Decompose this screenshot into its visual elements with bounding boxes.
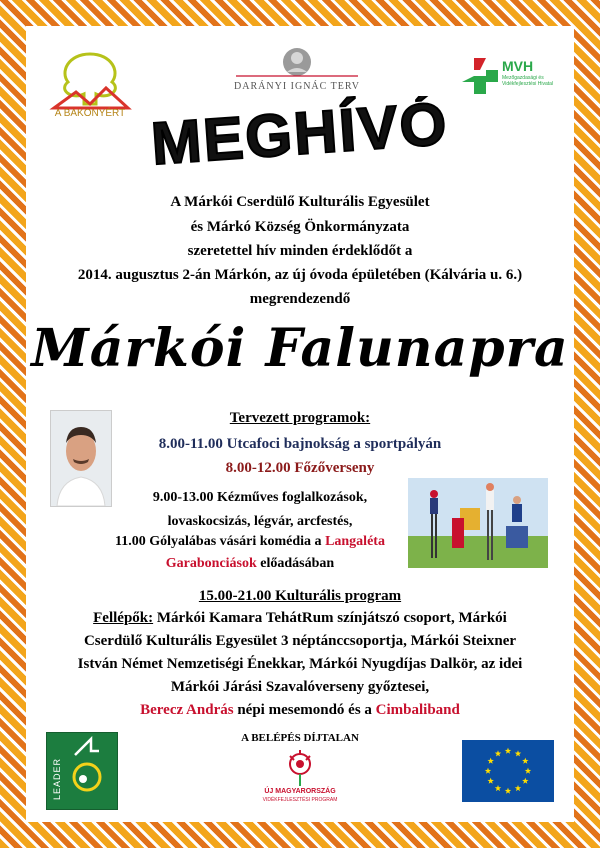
cultural-line-1 bbox=[0, 610, 600, 627]
cultural-line-4: Márkói Járási Szavalóverseny győztesei, bbox=[170, 679, 430, 695]
eu-star-icon bbox=[487, 758, 493, 764]
eu-star-icon bbox=[515, 785, 521, 791]
uj-magyarorszag-logo bbox=[252, 748, 348, 812]
program-item-stilts-2 bbox=[100, 556, 400, 572]
invitation-title bbox=[110, 96, 490, 176]
flower-icon bbox=[252, 748, 348, 788]
eu-stars-icon bbox=[462, 740, 554, 802]
eu-star-icon bbox=[522, 758, 528, 764]
eu-star-icon bbox=[495, 750, 501, 756]
uj-magyarorszag-label: ÚJ MAGYARORSZÁG bbox=[264, 788, 336, 795]
intro-line-5: megrendezendő bbox=[249, 291, 351, 307]
eu-star-icon bbox=[525, 768, 531, 774]
cultural-line-1-text: Márkói Kamara TehátRum színjátszó csoport, Márkói bbox=[153, 610, 507, 626]
stilt-performers-photo bbox=[408, 478, 548, 568]
leader-logo bbox=[46, 732, 118, 810]
program-item-stilts bbox=[100, 534, 400, 550]
program-item-stilts-prefix: 11.00 Gólyalábas vásári komédia a bbox=[115, 534, 326, 549]
mvh-sublabel: Mezőgazdasági és Vidékfejlesztési Hivatal bbox=[502, 75, 554, 87]
performers-label: Fellépők: bbox=[93, 610, 154, 626]
eu-star-icon bbox=[485, 768, 491, 774]
daranyi-label: DARÁNYI IGNÁC TERV bbox=[234, 81, 360, 92]
eu-star-icon bbox=[487, 778, 493, 784]
eu-star-icon bbox=[505, 748, 511, 754]
cultural-line-3: István Német Nemzetiségi Énekkar, Márkói Nyugdíjas Dalkör, az idei bbox=[77, 656, 523, 672]
entry-free-notice: A BELÉPÉS DÍJTALAN bbox=[241, 732, 359, 744]
mvh-cross-icon bbox=[460, 56, 500, 96]
daranyi-logo bbox=[232, 46, 362, 96]
programs-heading: Tervezett programok: bbox=[229, 410, 371, 426]
uj-magyarorszag-sublabel: VIDÉKFEJLESZTÉSI PROGRAM bbox=[262, 797, 338, 803]
cultural-line-5 bbox=[0, 702, 600, 719]
program-item-crafts-2: lovaskocsizás, légvár, arcfestés, bbox=[167, 514, 353, 529]
cultural-line-2: Cserdülő Kulturális Egyesület 3 néptánccsoportja, Márkói Steixner bbox=[83, 633, 517, 649]
eu-star-icon bbox=[522, 778, 528, 784]
program-item-crafts-1: 9.00-13.00 Kézműves foglalkozások, bbox=[152, 490, 368, 505]
event-title: Márkói Falunapra bbox=[31, 318, 569, 379]
cultural-heading: 15.00-21.00 Kulturális program bbox=[198, 588, 402, 604]
program-item-stilts-suffix: előadásában bbox=[256, 556, 335, 571]
program-item-stilts-highlight2: Garabonciások bbox=[165, 556, 257, 571]
intro-line-1: A Márkói Cserdülő Kulturális Egyesület bbox=[170, 194, 430, 210]
intro-line-4: 2014. augusztus 2-án Márkón, az új óvoda épületében (Kálvária u. 6.) bbox=[77, 267, 523, 283]
program-item-cooking: 8.00-12.00 Főzőverseny bbox=[225, 460, 375, 476]
bakonyert-label: A BAKONYÉRT bbox=[54, 108, 126, 119]
mvh-logo bbox=[460, 56, 562, 96]
program-item-stilts-highlight1: Langaléta bbox=[325, 534, 385, 549]
invitation-title-text: MEGHÍVÓ bbox=[149, 96, 451, 176]
leader-label: LEADER bbox=[52, 757, 62, 800]
program-item-football: 8.00-11.00 Utcafoci bajnokság a sportpályán bbox=[158, 436, 442, 452]
eu-flag bbox=[462, 740, 554, 802]
performer-highlight-berecz: Berecz András bbox=[140, 702, 234, 718]
intro-line-3: szeretettel hív minden érdeklődőt a bbox=[187, 243, 413, 259]
intro-line-2: és Márkó Község Önkormányzata bbox=[190, 219, 410, 235]
leader-emblem-icon bbox=[47, 733, 117, 809]
eu-star-icon bbox=[515, 750, 521, 756]
cultural-line-5-text: népi mesemondó és a bbox=[233, 702, 376, 718]
mvh-label: MVH bbox=[502, 58, 534, 74]
eu-star-icon bbox=[505, 788, 511, 794]
performer-highlight-cimbaliband: Cimbaliband bbox=[375, 702, 460, 718]
eu-star-icon bbox=[495, 785, 501, 791]
